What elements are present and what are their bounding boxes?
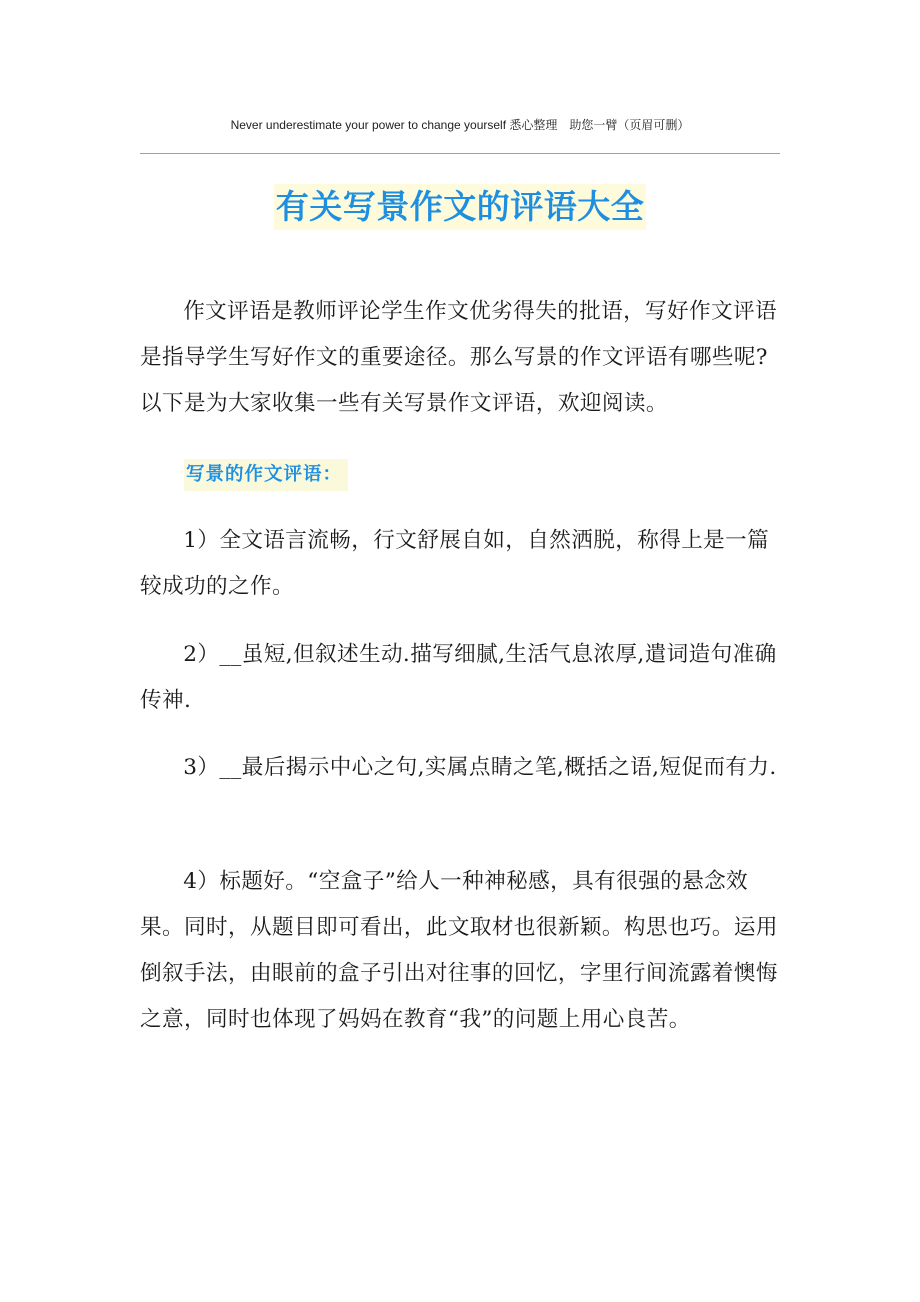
comment-item-3: 3）__最后揭示中心之句,实属点睛之笔,概括之语,短促而有力.	[183, 755, 777, 780]
page-header: Never underestimate your power to change yourself 悉心整理 助您一臂（页眉可删）	[230, 118, 690, 132]
comment-item-1: 1）全文语言流畅，行文舒展自如，自然洒脱，称得上是一篇较成功的之作。	[140, 528, 770, 599]
intro-paragraph: 作文评语是教师评论学生作文优劣得失的批语，写好作文评语是指导学生写好作文的重要途径。那么写景的作文评语有哪些呢?以下是为大家收集一些有关写景作文评语，欢迎阅读。	[140, 299, 778, 416]
comment-item-2: 2）__虽短,但叙述生动.描写细腻,生活气息浓厚,遣词造句准确传神.	[140, 642, 777, 713]
section-subheading: 写景的作文评语：	[184, 459, 348, 491]
header-divider	[140, 153, 780, 154]
document-title: 有关写景作文的评语大全	[274, 184, 647, 230]
comment-item-4: 4）标题好。“空盒子”给人一种神秘感，具有很强的悬念效果。同时，从题目即可看出，此文取材也很新颖。构思也巧。运用倒叙手法，由眼前的盒子引出对往事的回忆，字里行间流露着懊悔之意，同时也体现了妈妈在教育“我”的问题上用心良苦。	[140, 869, 778, 1032]
title-container	[0, 184, 920, 230]
